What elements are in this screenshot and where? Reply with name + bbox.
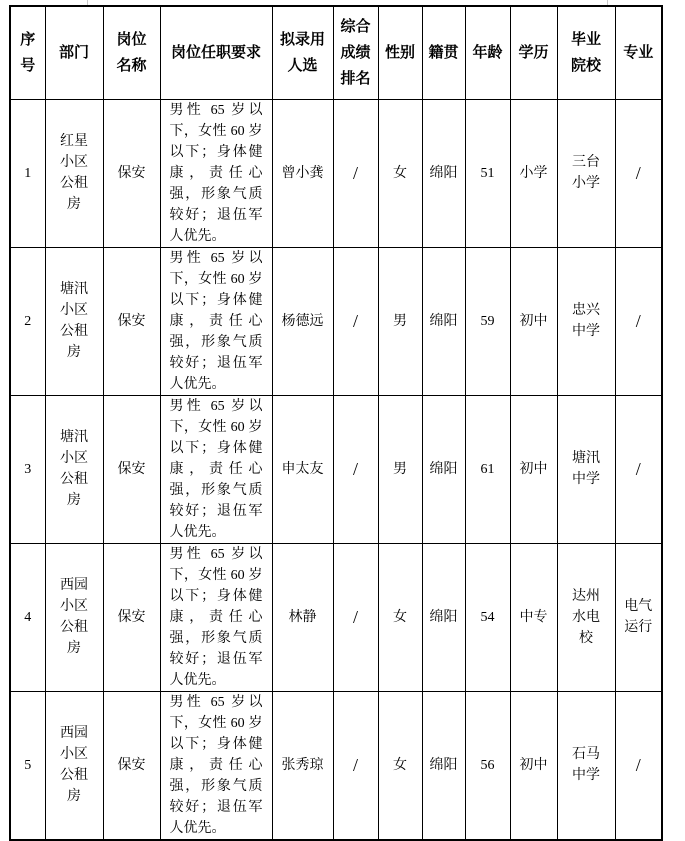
- cell-department: 红星小区公租房: [45, 99, 103, 247]
- cell-position: 保安: [103, 543, 160, 691]
- cell-education: 初中: [510, 247, 557, 395]
- cell-native-place: 绵阳: [422, 543, 465, 691]
- cell-requirements: 男性 65 岁以下，女性 60 岁以下；身体健康，责任心强，形象气质较好；退伍军人优先。: [160, 691, 272, 840]
- cell-department: 西园小区公租房: [45, 543, 103, 691]
- col-header-requirements: 岗位任职要求: [160, 6, 272, 99]
- cell-department: 塘汛小区公租房: [45, 395, 103, 543]
- recruitment-table: [9, 5, 663, 841]
- col-header-department: 部门: [45, 6, 103, 99]
- cell-candidate: 林静: [272, 543, 333, 691]
- cell-education: 初中: [510, 395, 557, 543]
- cell-gender: 男: [378, 395, 422, 543]
- cell-age: 51: [465, 99, 510, 247]
- cell-candidate: 曾小龚: [272, 99, 333, 247]
- table-row: [10, 543, 662, 691]
- cell-department: 西园小区公租房: [45, 691, 103, 840]
- cell-score-rank: /: [333, 395, 378, 543]
- col-header-position: 岗位名称: [103, 6, 160, 99]
- cell-department: 塘汛小区公租房: [45, 247, 103, 395]
- cell-candidate: 申太友: [272, 395, 333, 543]
- col-header-major: 专业: [615, 6, 662, 99]
- cell-requirements: 男性 65 岁以下，女性 60 岁以下；身体健康，责任心强，形象气质较好；退伍军人优先。: [160, 247, 272, 395]
- col-header-no: 序号: [10, 6, 45, 99]
- col-header-education: 学历: [510, 6, 557, 99]
- cell-gender: 男: [378, 247, 422, 395]
- cell-age: 54: [465, 543, 510, 691]
- cell-age: 61: [465, 395, 510, 543]
- cell-education: 中专: [510, 543, 557, 691]
- cell-school: 达州水电校: [557, 543, 615, 691]
- cell-no: 4: [10, 543, 45, 691]
- cell-native-place: 绵阳: [422, 395, 465, 543]
- cell-school: 忠兴中学: [557, 247, 615, 395]
- cell-position: 保安: [103, 247, 160, 395]
- cell-no: 5: [10, 691, 45, 840]
- cell-education: 初中: [510, 691, 557, 840]
- cell-position: 保安: [103, 395, 160, 543]
- table-row: [10, 247, 662, 395]
- cell-school: 塘汛中学: [557, 395, 615, 543]
- cell-candidate: 杨德远: [272, 247, 333, 395]
- col-header-gender: 性别: [378, 6, 422, 99]
- cell-requirements: 男性 65 岁以下，女性 60 岁以下；身体健康，责任心强，形象气质较好；退伍军人优先。: [160, 99, 272, 247]
- cell-score-rank: /: [333, 247, 378, 395]
- cell-score-rank: /: [333, 543, 378, 691]
- cell-major: 电气运行: [615, 543, 662, 691]
- cell-candidate: 张秀琼: [272, 691, 333, 840]
- cell-no: 1: [10, 99, 45, 247]
- cell-position: 保安: [103, 691, 160, 840]
- col-header-school: 毕业院校: [557, 6, 615, 99]
- table-row: [10, 691, 662, 840]
- cell-major: /: [615, 691, 662, 840]
- col-header-candidate: 拟录用人选: [272, 6, 333, 99]
- cell-native-place: 绵阳: [422, 247, 465, 395]
- cell-gender: 女: [378, 99, 422, 247]
- table-row: [10, 99, 662, 247]
- col-header-age: 年龄: [465, 6, 510, 99]
- cell-gender: 女: [378, 691, 422, 840]
- cell-native-place: 绵阳: [422, 99, 465, 247]
- cell-major: /: [615, 395, 662, 543]
- cell-native-place: 绵阳: [422, 691, 465, 840]
- cell-position: 保安: [103, 99, 160, 247]
- cell-score-rank: /: [333, 691, 378, 840]
- cell-school: 三台小学: [557, 99, 615, 247]
- cell-major: /: [615, 247, 662, 395]
- cell-no: 2: [10, 247, 45, 395]
- cell-gender: 女: [378, 543, 422, 691]
- cell-age: 56: [465, 691, 510, 840]
- cell-requirements: 男性 65 岁以下，女性 60 岁以下；身体健康，责任心强，形象气质较好；退伍军人优先。: [160, 543, 272, 691]
- header-row: [10, 6, 662, 99]
- cell-no: 3: [10, 395, 45, 543]
- table-row: [10, 395, 662, 543]
- cell-age: 59: [465, 247, 510, 395]
- cell-school: 石马中学: [557, 691, 615, 840]
- col-header-native-place: 籍贯: [422, 6, 465, 99]
- cell-education: 小学: [510, 99, 557, 247]
- cell-major: /: [615, 99, 662, 247]
- cell-requirements: 男性 65 岁以下，女性 60 岁以下；身体健康，责任心强，形象气质较好；退伍军人优先。: [160, 395, 272, 543]
- col-header-score-rank: 综合成绩排名: [333, 6, 378, 99]
- cell-score-rank: /: [333, 99, 378, 247]
